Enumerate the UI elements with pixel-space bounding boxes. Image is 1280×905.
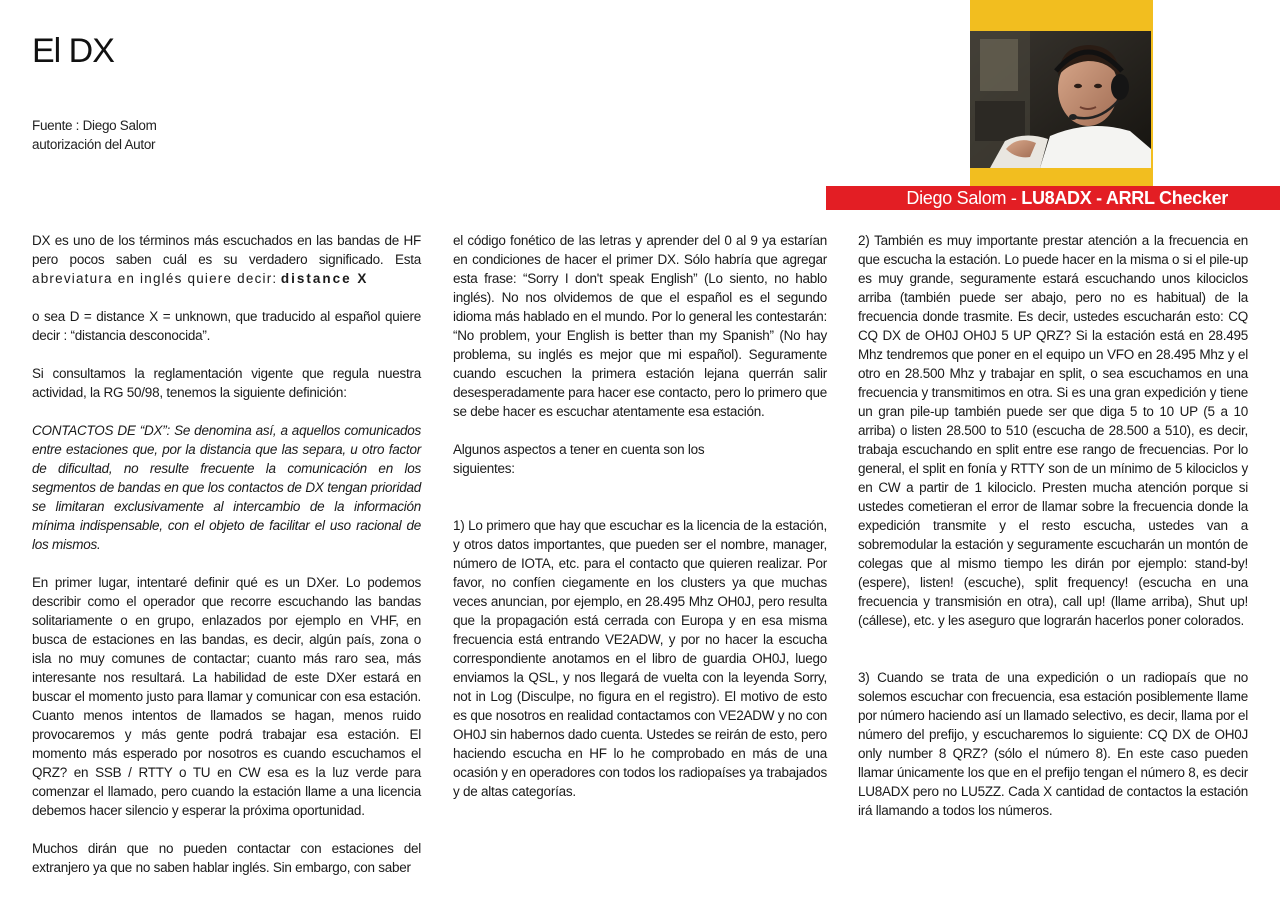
legal-definition: CONTACTOS DE “DX”: Se denomina así, a aquellos comunicados entre estaciones que, por la distancia que las separa, u otro factor de dificultad, no resulte frecuente la comunicación en los segmentos de bandas en que los contactos de DX tengan prioridad se limitaran exclusivamente al intercambio de la información mínima indispensable, con el objeto de facilitar el uso racional de los mismos. bbox=[32, 423, 421, 552]
spacer bbox=[453, 497, 827, 516]
caption-callsign: LU8ADX - ARRL Checker bbox=[1021, 188, 1228, 208]
paragraph: Muchos dirán que no pueden contactar con estaciones del extranjero ya que no saben hablar inglés. Sin embargo, con saber bbox=[32, 841, 421, 875]
source-permission-line: autorización del Autor bbox=[32, 137, 156, 152]
article-column-2 bbox=[453, 231, 827, 820]
paragraph: Si consultamos la reglamentación vigente que regula nuestra actividad, la RG 50/98, tenemos la siguiente definición: bbox=[32, 366, 421, 400]
source-author-line: Fuente : Diego Salom bbox=[32, 118, 157, 133]
paragraph bbox=[453, 440, 827, 478]
paragraph: 2) También es muy importante prestar atención a la frecuencia en que escucha la estación. Lo puede hacer en la misma o si el pile-up es muy grande, seguramente estará escuchando unos kilociclos arriba (también puede ser abajo, pero no es habitual) de la frecuencia donde trasmite. Es decir, ustedes escucharán esto: CQ CQ DX de OH0J OH0J 5 UP QRZ? Si la estación está en 28.495 Mhz tendremos que poner en el equipo un VFO en 28.495 Mhz y el otro en 28.500 Mhz y trabajar en split, o sea escuchamos en una frecuencia y transmitimos en otra. Si es una gran expedición y tiene un gran pile-up también puede ser que diga 5 to 10 UP (5 a 10 arriba) o listen 28.500 to 510 (escucha de 28.500 a 510), es decir, trabaja escuchando en split entre ese rango de frecuencias. Por lo general, el split en fonía y RTTY son de un mínimo de 5 kilociclos y en CW a partir de 1 kilociclo. Presten mucha atención porque si ustedes cometieran el error de llamar sobre la frecuencia donde la expedición transmite y el resto escucha, ustedes van a sobremodular la estación y seguramente escucharán un montón de colegas que al mismo tiempo les dirán por ejemplo: stand-by! (espere), listen! (escuche), split frequency! (escucha en una frecuencia y transmisión en otra), call up! (llame arriba), Shut up! (cállese), etc. y les aseguro que lograrán hacerlos poner colorados. bbox=[858, 233, 1248, 628]
author-photo bbox=[970, 31, 1151, 168]
text-run: DX es uno de los términos más escuchados en las bandas de HF pero pocos saben cuál es su verdadero significado. Esta bbox=[32, 233, 421, 267]
source-credit bbox=[32, 116, 157, 154]
article-column-3 bbox=[858, 231, 1248, 839]
photo-caption bbox=[826, 186, 1280, 210]
paragraph: 1) Lo primero que hay que escuchar es la licencia de la estación, y otros datos importantes, que pueden ser el nombre, manager, número de IOTA, etc. para el contacto que quieren realizar. Por favor, no confíen ciegamente en los clusters ya que muchas veces anuncian, por ejemplo, en 28.495 Mhz OH0J, pero resulta que la propagación está cerrada con Europa y en esa misma frecuencia está entrando VE2ADW, y por no hacer la escucha correspondiente anotamos en el libro de guardia OH0J, luego enviamos la QSL, y nos llegará de vuelta con la leyenda Sorry, not in Log (Disculpe, no figura en el registro). El motivo de esto es que nosotros en realidad contactamos con VE2ADW y no con OH0J sin habernos dado cuenta. Ustedes se reirán de esto, pero haciendo escucha en HF lo he comprobado en más de una ocasión y en operadores con todos los radiopaíses ya trabajados y de altas categorías. bbox=[453, 518, 827, 799]
page-title: El DX bbox=[32, 32, 114, 70]
paragraph: En primer lugar, intentaré definir qué es un DXer. Lo podemos describir como el operador que recorre escuchando las bandas solitariamente o en grupo, enlazados por ejemplo en VHF, en busca de estaciones en las bandas, es decir, algún país, zona o isla no muy comunes de contactar; cuanto más raro sea, más interesante nos resultará. La habilidad de este DXer estará en buscar el momento justo para llamar y comunicar con esa estación. Cuanto menos intentos de llamados se hagan, menos ruido provocaremos y más gente podrá trabajar esa estación. El momento más esperado por nosotros es cuando escuchamos el QRZ? en SSB / RTTY o TU en CW esa es la luz verde para comenzar el llamado, pero cuando la estación llame a una licencia debemos hacer silencio y esperar la próxima oportunidad. bbox=[32, 575, 421, 818]
article-column-1 bbox=[32, 231, 421, 896]
paragraph bbox=[32, 231, 421, 288]
text-emphasis: distance X bbox=[280, 271, 369, 286]
paragraph: o sea D = distance X = unknown, que traducido al español quiere decir : “distancia desconocida”. bbox=[32, 309, 421, 343]
text-run: Algunos aspectos a tener en cuenta son los bbox=[453, 442, 705, 457]
author-portrait-icon bbox=[970, 31, 1151, 168]
text-run: siguientes: bbox=[453, 461, 515, 476]
paragraph: 3) Cuando se trata de una expedición o un radiopaís que no solemos escuchar con frecuencia, esa estación posiblemente llame por número haciendo así un llamado selectivo, es decir, llama por el número del prefijo, y escucharemos lo siguiente: CQ DX de OH0J only number 8 QRZ? (sólo el número 8). En este caso pueden llamar únicamente los que en el prefijo tengan el número 8, es decir LU8ADX pero no LU5ZZ. Cada X cantidad de contactos la estación irá llamando a todos los números. bbox=[858, 670, 1248, 818]
text-run: abreviatura en inglés quiere decir: bbox=[32, 271, 278, 286]
paragraph: el código fonético de las letras y aprender del 0 al 9 ya estarían en condiciones de hacer el primer DX. Sólo habría que agregar esta frase: “Sorry I don't speak English” (Lo siento, no hablo inglés). No nos olvidemos de que el español es el segundo idioma más hablado en el mundo. Por lo general les contestarán: “No problem, your English is better than my Spanish” (No hay problema, su inglés es mejor que mi español). Seguramente cuando escuchen la primera estación lejana querrán salir desesperadamente para hacer ese contacto, pero lo primero que se debe hacer es escuchar atentamente esa estación. bbox=[453, 233, 827, 419]
caption-name: Diego Salom - bbox=[906, 188, 1022, 208]
spacer bbox=[858, 649, 1248, 668]
